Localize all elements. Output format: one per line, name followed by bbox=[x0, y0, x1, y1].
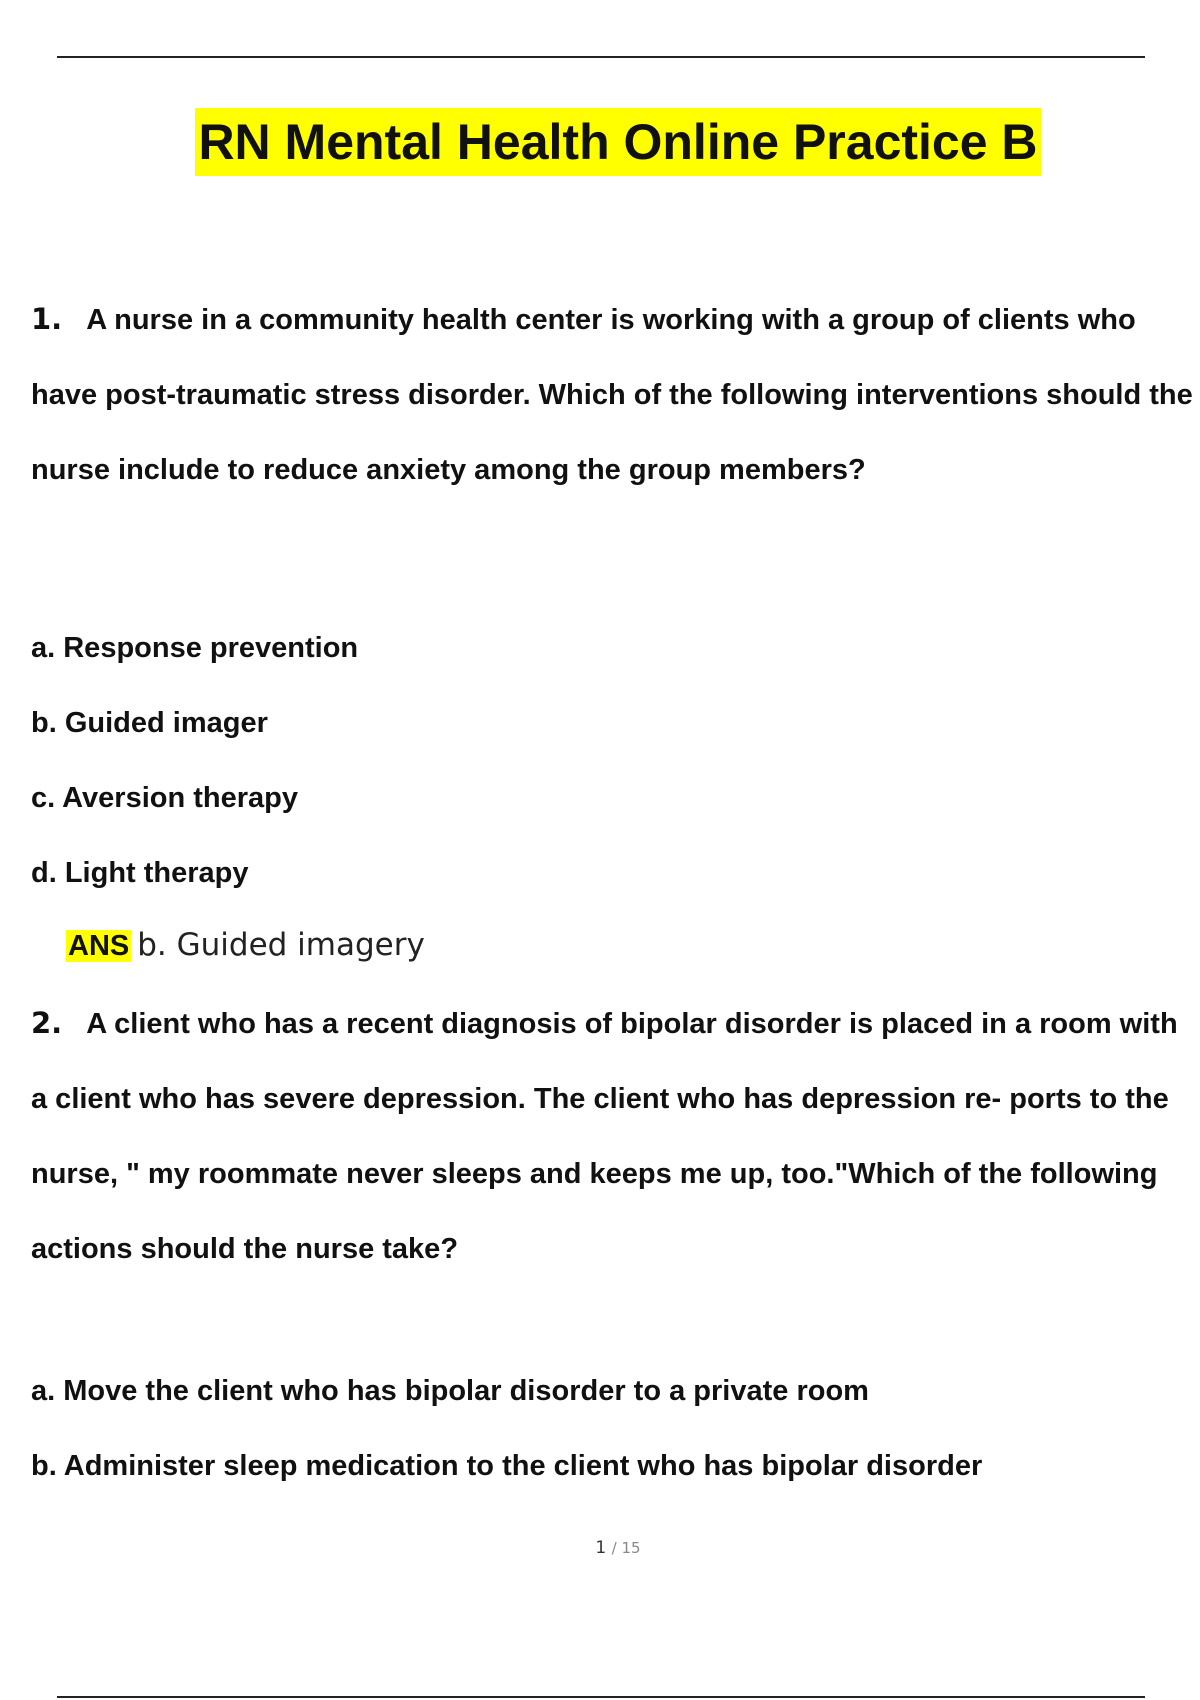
top-divider bbox=[57, 56, 1145, 58]
question-1-option-c: c. Aversion therapy bbox=[31, 782, 299, 814]
question-1-option-b: b. Guided imager bbox=[31, 707, 268, 739]
title-container bbox=[0, 108, 1200, 176]
question-1-option-a: a. Response prevention bbox=[31, 632, 359, 664]
question-1-number: 1. bbox=[31, 302, 63, 336]
question-2-option-b: b. Administer sleep medication to the client who has bipolar disorder bbox=[31, 1450, 983, 1482]
document-title: RN Mental Health Online Practice B bbox=[195, 108, 1040, 176]
page-indicator bbox=[0, 1538, 1200, 1558]
question-1-option-d: d. Light therapy bbox=[31, 857, 249, 889]
question-1-stem: A nurse in a community health center is working with a group of clients who have post-traumatic stress disorder. Which of the following interventions should the nurse include to reduce anxiety among the group members? bbox=[31, 304, 1193, 486]
page-total: / 15 bbox=[611, 1539, 641, 1557]
question-1-answer bbox=[66, 924, 425, 972]
answer-label: ANS bbox=[68, 930, 130, 962]
question-2-text bbox=[31, 986, 1196, 1287]
answer-text: b. Guided imagery bbox=[137, 927, 425, 963]
bottom-divider bbox=[57, 1696, 1145, 1698]
question-2-option-a: a. Move the client who has bipolar disorder to a private room bbox=[31, 1375, 869, 1407]
question-2-number: 2. bbox=[31, 1006, 63, 1040]
page-current: 1 bbox=[595, 1538, 607, 1558]
question-1-text bbox=[31, 282, 1196, 508]
question-2-stem: A client who has a recent diagnosis of bipolar disorder is placed in a room with a client who has severe depression. The client who has depression re- ports to the nurse, " my roommate never sleeps and keeps me up, too."Which of the following actions should the nurse take? bbox=[31, 1008, 1178, 1265]
